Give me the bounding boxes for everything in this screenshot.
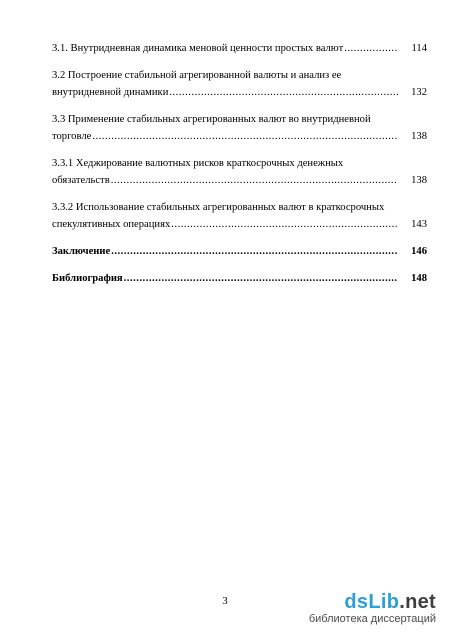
toc-entry-title: 3.1. Внутридневная динамика меновой ценности простых валют [52,43,344,54]
toc-page-number: 148 [411,273,427,284]
toc-entry-title: 3.3.2 Использование стабильных агрегированных валют в краткосрочных [52,202,385,213]
watermark-domain: .net [399,591,436,613]
toc-entry-title: 3.3 Применение стабильных агрегированных валют во внутридневной [52,114,371,125]
toc-entry-3-3-2[interactable] [52,199,427,233]
toc-page-number: 143 [411,219,427,230]
toc-entry-3-2[interactable] [52,67,427,101]
toc-entry-conclusion[interactable] [52,243,427,260]
page-number: 3 [222,596,228,607]
toc-entry-title-cont: торговле [52,131,92,142]
toc-entry-title: 3.2 Построение стабильной агрегированной валюты и анализ ее [52,70,342,81]
watermark-subtitle: библиотека диссертаций [308,613,436,625]
toc-entry-title: Заключение [52,246,111,257]
toc-entry-title: 3.3.1 Хеджирование валютных рисков краткосрочных денежных [52,158,344,169]
toc-entry-title-cont: обязательств [52,175,110,186]
toc-entry-title: Библиография [52,273,123,284]
toc-page-number: 146 [411,246,427,257]
toc-entry-3-3-1[interactable] [52,155,427,189]
toc-entry-title-cont: внутридневной динамики [52,87,169,98]
toc-page-number: 138 [411,131,427,142]
toc-page-number: 138 [411,175,427,186]
watermark-logo [309,592,436,612]
dot-leader [344,40,398,57]
dot-leader [124,270,398,287]
watermark [309,592,436,626]
toc-entry-bibliography[interactable] [52,270,427,287]
toc-page-number: 114 [411,43,427,54]
watermark-brand: dsLib [344,591,400,613]
dot-leader [111,243,398,260]
dot-leader [92,128,398,145]
toc-entry-3-3[interactable] [52,111,427,145]
dot-leader [111,172,398,189]
table-of-contents [52,40,427,297]
dot-leader [169,84,398,101]
toc-entry-title-cont: спекулятивных операциях [52,219,171,230]
toc-entry-3-1[interactable] [52,40,427,57]
toc-page-number: 132 [411,87,427,98]
dot-leader [171,216,398,233]
